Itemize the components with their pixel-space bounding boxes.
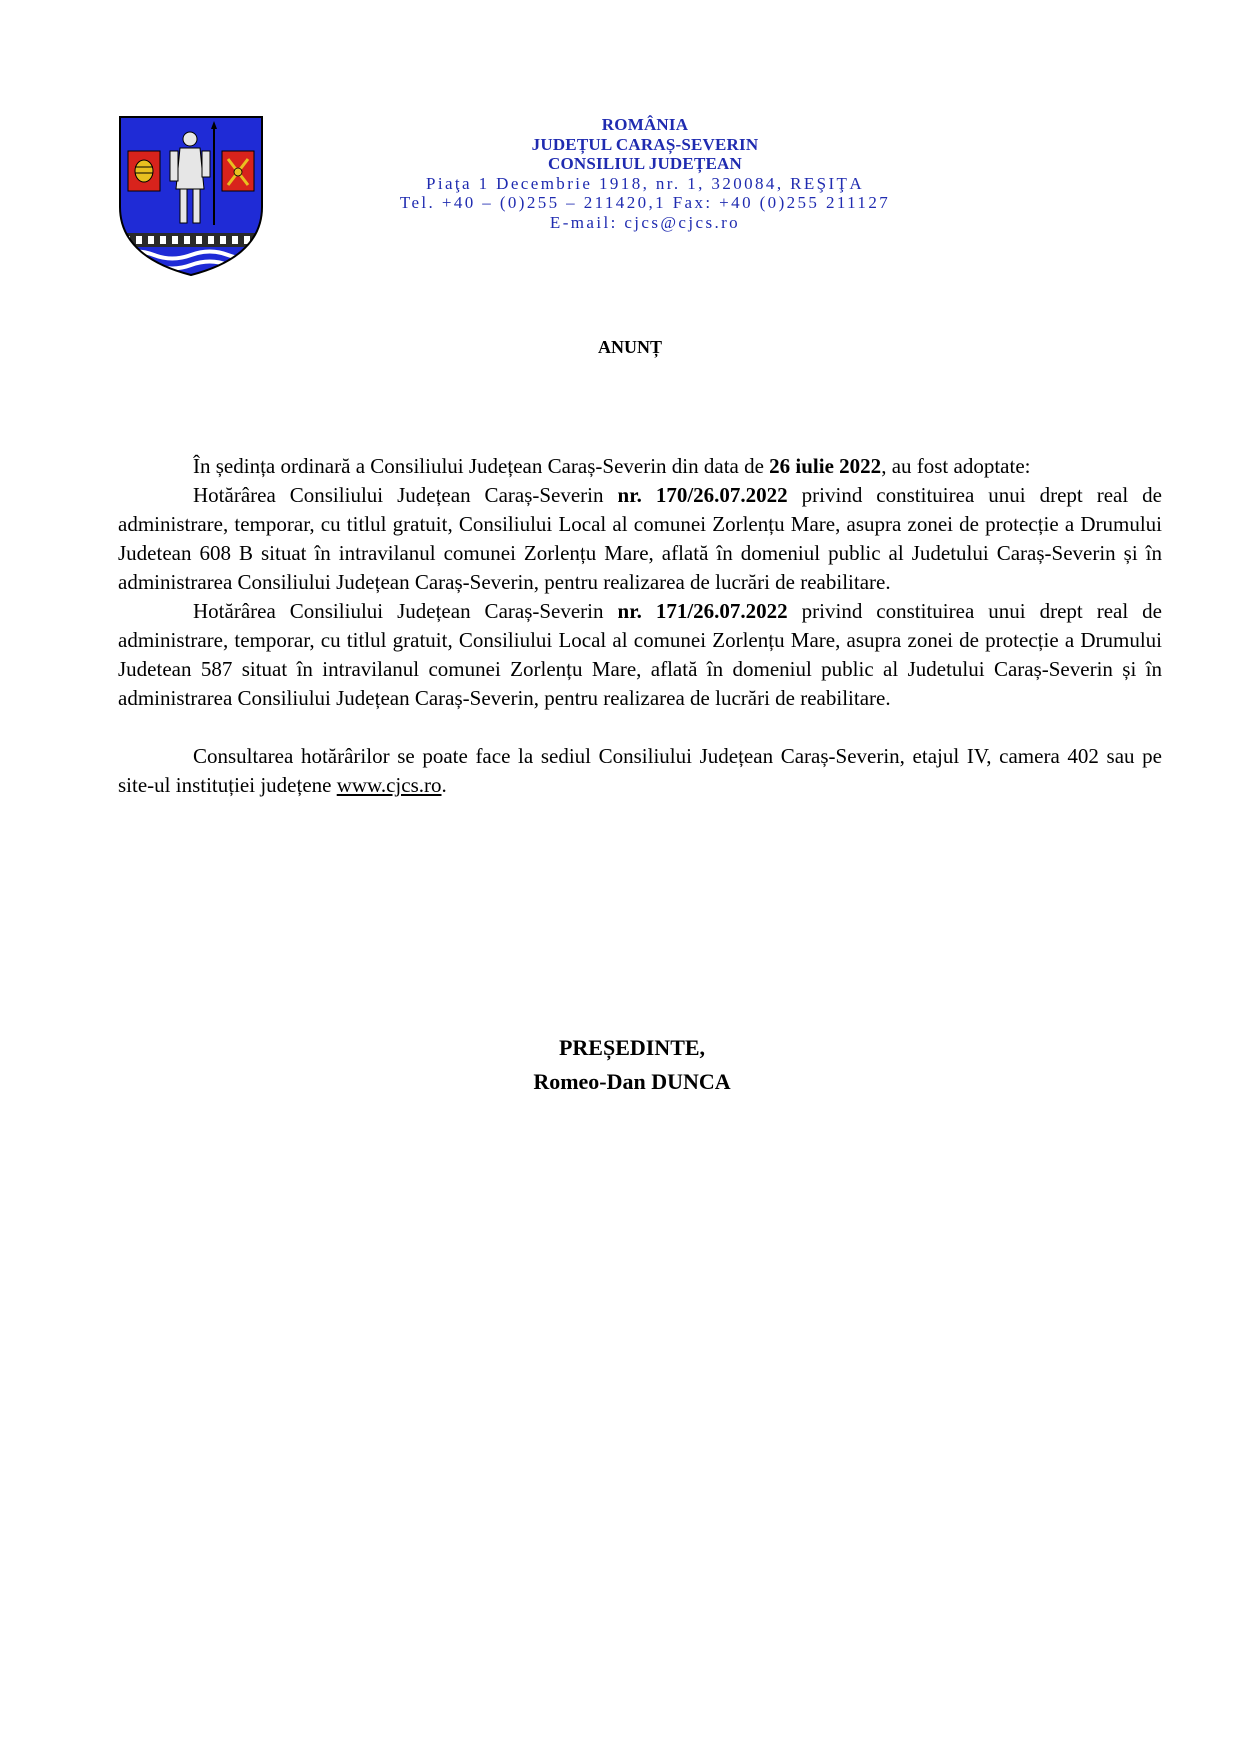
letterhead — [340, 115, 950, 232]
paragraph-decision-170 — [118, 481, 1162, 597]
website-link[interactable]: www.cjcs.ro — [336, 773, 442, 797]
letterhead-county: JUDEȚUL CARAȘ-SEVERIN — [531, 134, 759, 154]
session-date: 26 iulie 2022 — [769, 454, 882, 478]
text-segment: privind constituirea unui drept real de administrare, temporar, cu titlul gratuit, Consiliului Local al comunei Zorlențu Mare, asupra zonei de protecție a Drumului Judetean 587 situat în intravilanul comunei Zorlențu Mare, aflată în domeniul public al Judetului Caraș-Severin și în administrarea Consiliului Județean Caraș-Severin, pentru realizarea de lucrări de reabilitare. — [118, 599, 1163, 710]
signatory-name: Romeo-Dan DUNCA — [533, 1069, 731, 1094]
text-segment: Consultarea hotărârilor se poate face la sediul Consiliului Județean Caraș-Severin, etajul IV, camera 402 sau pe site-ul instituției județene — [118, 744, 1162, 797]
text-segment: În ședința ordinară a Consiliului Județean Caraș-Severin din data de — [193, 454, 770, 478]
text-segment: privind constituirea unui drept real de administrare, temporar, cu titlul gratuit, Consiliului Local al comunei Zorlențu Mare, asupra zonei de protecție a Drumului Judetean 608 B situat în intravilanul comunei Zorlențu Mare, aflată în domeniul public al Judetului Caraș-Severin și în administrarea Consiliului Județean Caraș-Severin, pentru realizarea de lucrări de reabilitare. — [118, 483, 1163, 594]
document-title: ANUNȚ — [597, 337, 662, 357]
letterhead-address: Piaţa 1 Decembrie 1918, nr. 1, 320084, REŞIŢA — [425, 173, 865, 193]
county-coat-of-arms — [118, 115, 264, 277]
text-segment: . — [441, 773, 447, 797]
decision-number: nr. 171/26.07.2022 — [617, 599, 788, 623]
decision-number: nr. 170/26.07.2022 — [617, 483, 788, 507]
announcement-body — [118, 452, 1162, 800]
text-segment: Hotărârea Consiliului Județean Caraș-Severin — [193, 483, 618, 507]
paragraph-decision-171 — [118, 597, 1162, 713]
text-segment: , au fost adoptate: — [881, 454, 1031, 478]
letterhead-council: CONSILIUL JUDEȚEAN — [548, 154, 742, 173]
paragraph-session — [118, 452, 1162, 481]
letterhead-country: ROMÂNIA — [601, 115, 689, 134]
signature-block — [0, 1031, 1240, 1099]
paragraph-consultation — [118, 742, 1162, 800]
text-segment: Hotărârea Consiliului Județean Caraș-Severin — [193, 599, 618, 623]
letterhead-email: E-mail: cjcs@cjcs.ro — [549, 212, 741, 232]
letterhead-phone-fax: Tel. +40 – (0)255 – 211420,1 Fax: +40 (0)255 211127 — [399, 193, 891, 212]
signatory-role: PREȘEDINTE, — [558, 1035, 706, 1060]
